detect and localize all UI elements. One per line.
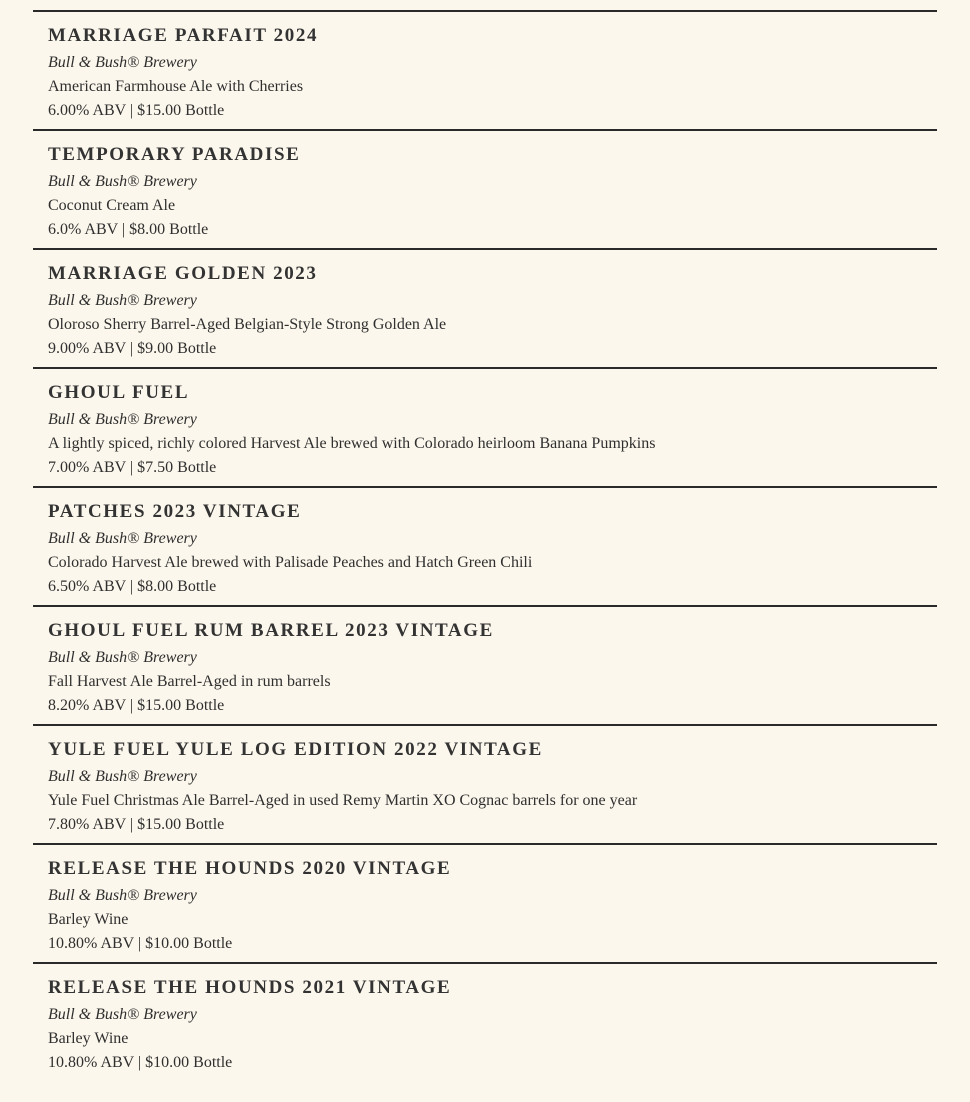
item-brewery: Bull & Bush® Brewery [48, 292, 197, 309]
item-abv: 6.0% ABV [48, 221, 118, 238]
item-name: RELEASE THE HOUNDS 2020 VINTAGE [48, 858, 452, 879]
menu-item [33, 964, 937, 1083]
item-brewery: Bull & Bush® Brewery [48, 768, 197, 785]
menu-item [33, 131, 937, 250]
item-name: GHOUL FUEL RUM BARREL 2023 VINTAGE [48, 620, 494, 641]
menu-item [33, 250, 937, 369]
item-description: Barley Wine [48, 1030, 129, 1047]
item-description: Yule Fuel Christmas Ale Barrel-Aged in used Remy Martin XO Cognac barrels for one year [48, 792, 638, 809]
item-description: American Farmhouse Ale with Cherries [48, 78, 304, 95]
item-abv-price: 10.80% ABV | $10.00 Bottle [48, 935, 233, 952]
item-abv: 8.20% ABV [48, 697, 126, 714]
item-abv: 6.50% ABV [48, 578, 126, 595]
menu-item [33, 369, 937, 488]
item-abv-price: 10.80% ABV | $10.00 Bottle [48, 1054, 233, 1071]
item-price: $10.00 Bottle [145, 935, 233, 952]
item-name: TEMPORARY PARADISE [48, 144, 301, 165]
menu-item [33, 488, 937, 607]
item-price: $15.00 Bottle [137, 816, 225, 833]
item-description: Coconut Cream Ale [48, 197, 176, 214]
item-description: Oloroso Sherry Barrel-Aged Belgian-Style Strong Golden Ale [48, 316, 447, 333]
item-price: $8.00 Bottle [137, 578, 217, 595]
item-description: Barley Wine [48, 911, 129, 928]
item-price: $10.00 Bottle [145, 1054, 233, 1071]
item-name: PATCHES 2023 VINTAGE [48, 501, 302, 522]
item-abv: 6.00% ABV [48, 102, 126, 119]
item-name: GHOUL FUEL [48, 382, 190, 403]
item-abv: 7.80% ABV [48, 816, 126, 833]
beer-menu-list [33, 0, 937, 1083]
item-price: $15.00 Bottle [137, 697, 225, 714]
item-abv: 10.80% ABV [48, 1054, 134, 1071]
item-description: Fall Harvest Ale Barrel-Aged in rum barrels [48, 673, 331, 690]
menu-item [33, 0, 937, 12]
item-brewery: Bull & Bush® Brewery [48, 887, 197, 904]
menu-item [33, 845, 937, 964]
item-abv-price: 6.00% ABV | $15.00 Bottle [48, 102, 225, 119]
menu-item [33, 726, 937, 845]
item-name: MARRIAGE PARFAIT 2024 [48, 25, 319, 46]
item-price: $15.00 Bottle [137, 102, 225, 119]
item-abv-price: 8.20% ABV | $15.00 Bottle [48, 697, 225, 714]
item-brewery: Bull & Bush® Brewery [48, 530, 197, 547]
item-brewery: Bull & Bush® Brewery [48, 649, 197, 666]
item-name: YULE FUEL YULE LOG EDITION 2022 VINTAGE [48, 739, 543, 760]
item-price: $9.00 Bottle [137, 340, 217, 357]
menu-item [33, 12, 937, 131]
item-name: MARRIAGE GOLDEN 2023 [48, 263, 318, 284]
item-description: A lightly spiced, richly colored Harvest Ale brewed with Colorado heirloom Banana Pumpkins [48, 435, 656, 452]
item-abv-price: 6.50% ABV | $8.00 Bottle [48, 578, 217, 595]
item-description: Colorado Harvest Ale brewed with Palisade Peaches and Hatch Green Chili [48, 554, 533, 571]
item-name: RELEASE THE HOUNDS 2021 VINTAGE [48, 977, 452, 998]
item-price: $7.50 Bottle [137, 459, 217, 476]
item-brewery: Bull & Bush® Brewery [48, 54, 197, 71]
item-price: $8.00 Bottle [129, 221, 209, 238]
item-brewery: Bull & Bush® Brewery [48, 411, 197, 428]
menu-item [33, 607, 937, 726]
item-abv: 7.00% ABV [48, 459, 126, 476]
item-abv-price: 9.00% ABV | $9.00 Bottle [48, 340, 217, 357]
item-abv-price: 7.00% ABV | $7.50 Bottle [48, 459, 217, 476]
item-abv-price: 6.0% ABV | $8.00 Bottle [48, 221, 209, 238]
item-abv-price: 7.80% ABV | $15.00 Bottle [48, 816, 225, 833]
item-abv: 9.00% ABV [48, 340, 126, 357]
item-brewery: Bull & Bush® Brewery [48, 173, 197, 190]
item-brewery: Bull & Bush® Brewery [48, 1006, 197, 1023]
item-abv: 10.80% ABV [48, 935, 134, 952]
